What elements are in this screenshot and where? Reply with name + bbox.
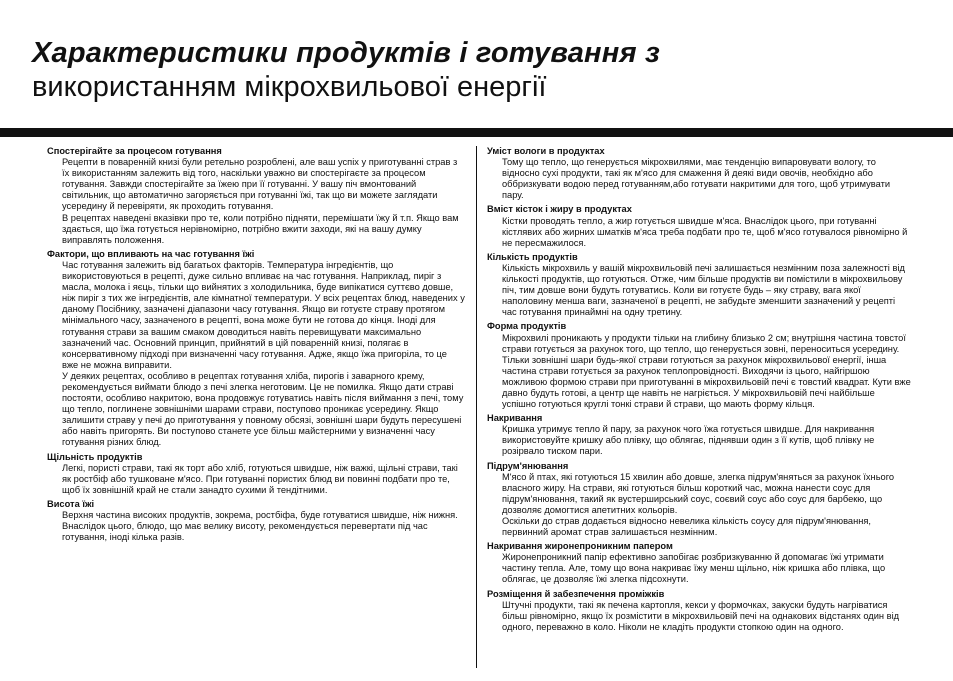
- section-paragraph: Рецепти в поваренній книзі були ретельно розроблені, але ваш успіх у приготуванні страв з їх використанням залежить від того, наскільки уважно ви спостерігаєте за процесом готування. Завжди спостерігайте за їжею при її готуванні. У вашу піч вмонтований світильник, що автоматично загоряється при готуванні їжі, так що ви можете заглядати усередину й перевіряти, як проходить готування.: [62, 157, 458, 212]
- left-column: [47, 146, 465, 546]
- page-subtitle: використанням мікрохвильової енергії: [32, 71, 547, 103]
- section-title: Розміщення й забезпечення проміжків: [487, 588, 665, 599]
- section-paragraph: Кришка утримує тепло й пару, за рахунок чого їжа готується швидше. Для накривання використовуйте кришку або плівку, що облягає, піднявши один з її кутів, щоб плівку не розірвало тиском пари.: [502, 424, 875, 457]
- section-bones-and-fat: [487, 204, 911, 248]
- section-title: Щільність продуктів: [47, 451, 143, 462]
- page-title: Характеристики продуктів і готування з: [32, 37, 660, 69]
- section-title: Вміст кісток і жиру в продуктах: [487, 204, 632, 215]
- section-title: Спостерігайте за процесом готування: [47, 146, 222, 156]
- section-covering: [487, 413, 911, 457]
- section-greaseproof-paper: [487, 541, 911, 585]
- page-header: [32, 36, 660, 104]
- section-food-height: [47, 499, 465, 543]
- section-paragraph: Мікрохвилі проникають у продукти тільки на глибину близько 2 см; внутрішня частина товстої страви готується за рахунок того, що тепло, що генерується зовні, переноситься усередину. Тільки зовнішні шари будь-якої страви готуються за рахунок мікрохвильової енергії, інша частина страви готується за рахунок теплопровідності. Виходячи із цього, найгіршою можливою формою страви при приготуванні в мікрохвильовій печі є товстий квадрат. Кути вже давно будуть готові, а центр ще навіть не нагріється. У мікрохвильовій печі найбільше успішно готуються круглі тонкі страви й страви, що мають форму кільця.: [502, 332, 911, 410]
- section-title: Кількість продуктів: [487, 251, 578, 262]
- section-title: Накривання: [487, 413, 543, 424]
- section-title: Фактори, що впливають на час готування їжі: [47, 248, 255, 259]
- section-paragraph: В рецептах наведені вказівки про те, коли потрібно підняти, перемішати їжу й т.п. Якщо вам здається, що їжа готується нерівномірно, потрібно вжити заходи, які на вашу думку виправлять положення.: [62, 212, 459, 245]
- section-paragraph: Тому що тепло, що генерується мікрохвилями, має тенденцію випаровувати вологу, то відносно сухі продукти, такі як м'ясо для смаження й деякі види овочів, необхідно або оббризкувати водою перед готуванням,або готувати накритими для того, щоб утримувати пару.: [502, 157, 891, 201]
- section-paragraph: Оскільки до страв додається відносно невелика кількість соусу для підрум'янювання, первинний аромат страв залишається незмінним.: [502, 516, 871, 538]
- column-divider: [476, 146, 477, 668]
- section-title: Висота їжі: [47, 498, 95, 509]
- section-paragraph: У деяких рецептах, особливо в рецептах готування хліба, пирогів і заварного крему, рекомендується виймати блюдо з печі злегка неготовим. Це не помилка. Якщо дати страві постояти, особливо накритою, вона продовжує готуватись навіть після виймання з печі, тому що тепло, поглинене зовнішніми шарами страви, поступово проникає усередину. Якщо залишити страву у печі до приготування у повному обсязі, зовнішні шари будуть пересушені або навіть пригорять. Ви поступово станете усе більш майстерними у визначенні часу готування різних блюд.: [62, 370, 464, 448]
- section-paragraph: Штучні продукти, такі як печена картопля, кекси у формочках, закуски будуть нагріватися більш рівномірно, якщо їх розмістити в мікрохвильовій печі на однакових відстанях один від одного, переважно в коло. Ніколи не кладіть продукти стопкою один на одного.: [502, 599, 900, 632]
- section-arrangement-spacing: [487, 589, 911, 633]
- section-title: Підрум'янювання: [487, 460, 569, 471]
- section-title: Накривання жиронепроникним папером: [487, 541, 673, 552]
- section-moisture-content: [487, 146, 911, 201]
- section-paragraph: Час готування залежить від багатьох факторів. Температура інгредієнтів, що використовуються в рецепті, дуже сильно впливає на час готування. Наприклад, пиріг з масла, молока і яєць, тільки що вийнятих з холодильника, буде випікатися суттєво довше, ніж пиріг з тих же інгредієнтів, але кімнатної температури. У всіх рецептах блюд, наведених у даному Посібнику, зазначені діапазони часу готування. Якщо ви готуєте страву протягом мінімального часу, зазначеного в рецепті, вона може бути не готова до кінця. Іноді для готування страви за вашим смаком доводиться навіть перевищувати максимально зазначений час. Основний принцип, прийнятий в цій поваренній книзі, полягає в консервативному підході при визначенні часу готування. Адже, якщо їжа пригоріла, то це вже не можна виправити.: [62, 259, 465, 370]
- section-food-shape: [487, 321, 911, 410]
- right-column: [487, 146, 911, 636]
- section-paragraph: М'ясо й птах, які готуються 15 хвилин або довше, злегка підрум'яняться за рахунок їхнього власного жиру. На страви, які готуються більш короткий час, можна нанести соус для підрум'янювання, такий як вустерширський соус, соєвий соус або соус для барбекю, що дозволяє домогтися апетитних кольорів.: [502, 471, 895, 515]
- section-paragraph: Кістки проводять тепло, а жир готується швидше м'яса. Внаслідок цього, при готуванні кістлявих або жирних шматків м'яса треба подбати про те, щоб м'ясо готувалося рівномірно й не пересмажилося.: [502, 215, 908, 248]
- section-title: Форма продуктів: [487, 321, 567, 332]
- section-browning: [487, 461, 911, 539]
- header-rule: [0, 128, 953, 137]
- section-paragraph: Легкі, пористі страви, такі як торт або хліб, готуються швидше, ніж важкі, щільні страви, такі як ростбіф або тушковане м'ясо. При готуванні пористих блюд ви повинні подбати про те, щоб їх зовнішній край не стали занадто сухими й тендітними.: [62, 462, 458, 495]
- section-paragraph: Верхня частина високих продуктів, зокрема, ростбіфа, буде готуватися швидше, ніж нижня. Внаслідок цього, блюдо, що має велику висоту, рекомендується перевертати під час готування, іноді кілька разів.: [62, 510, 458, 543]
- section-paragraph: Жиронепроникний папір ефективно запобігає розбризкуванню й допомагає їжі утримати частину тепла. Але, тому що вона накриває їжу менш щільно, ніж кришка або плівка, що облягає, це дозволяє їжі злегка підсохнути.: [502, 552, 886, 585]
- section-observe-cooking: [47, 146, 465, 246]
- section-food-quantity: [487, 252, 911, 319]
- section-food-density: [47, 452, 465, 496]
- section-title: Уміст вологи в продуктах: [487, 146, 605, 156]
- section-cooking-time-factors: [47, 249, 465, 449]
- section-paragraph: Кількість мікрохвиль у вашій мікрохвильовій печі залишається незмінним поза залежності від кількості продуктів, що готуються. Отже, чим більше продуктів ви помістили в мікрохвильову піч, тим довше вони будуть готуватись. Коли ви готуєте будь – яку страву, вага якої наполовину менша ваги, зазначеної в рецепті, не забудьте зменшити зазначений у рецепті час готування принаймні на одну третину.: [502, 262, 905, 318]
